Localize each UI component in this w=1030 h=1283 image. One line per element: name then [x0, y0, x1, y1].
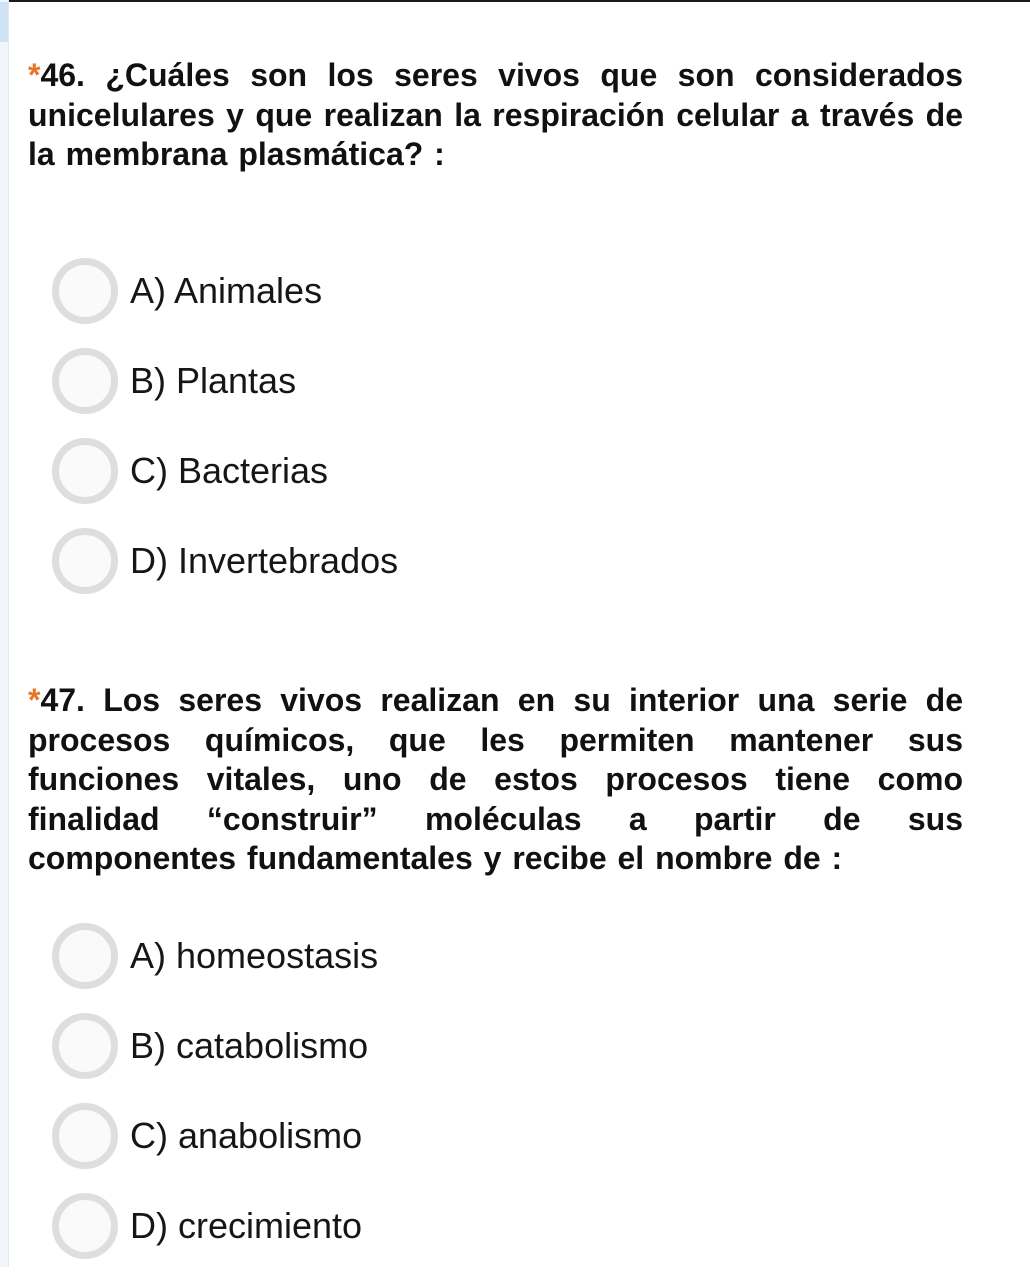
option-label: D) Invertebrados — [130, 540, 399, 581]
required-marker: * — [28, 57, 41, 93]
option-label: C) Bacterias — [130, 450, 329, 491]
radio-button[interactable] — [52, 258, 118, 324]
radio-button[interactable] — [52, 1103, 118, 1169]
question-text — [28, 681, 963, 879]
option-46-d[interactable] — [52, 528, 752, 594]
option-47-a[interactable] — [52, 923, 752, 989]
question-46 — [28, 56, 963, 175]
option-46-c[interactable] — [52, 438, 752, 504]
question-46-options — [52, 258, 752, 618]
option-label: D) crecimiento — [130, 1205, 363, 1246]
radio-button[interactable] — [52, 438, 118, 504]
question-47-options — [52, 923, 752, 1283]
option-47-d[interactable] — [52, 1193, 752, 1259]
required-marker: * — [28, 682, 41, 718]
radio-button[interactable] — [52, 1013, 118, 1079]
question-text — [28, 56, 963, 175]
question-47-text: 47. Los seres vivos realizan en su interior una serie de procesos químicos, que les permiten mantener sus funciones vitales, uno de estos procesos tiene como finalidad “construir” moléculas a partir de sus componentes fundamentales y recibe el nombre de : — [28, 682, 963, 876]
option-label: A) homeostasis — [130, 935, 379, 976]
question-46-text: 46. ¿Cuáles son los seres vivos que son considerados unicelulares y que realizan la respiración celular a través de la membrana plasmática? : — [28, 57, 963, 172]
option-47-b[interactable] — [52, 1013, 752, 1079]
radio-button[interactable] — [52, 348, 118, 414]
option-label: B) Plantas — [130, 360, 297, 401]
option-46-a[interactable] — [52, 258, 752, 324]
question-47 — [28, 681, 963, 879]
radio-button[interactable] — [52, 1193, 118, 1259]
option-label: A) Animales — [130, 270, 323, 311]
top-border — [0, 0, 1030, 2]
left-rail-accent — [0, 2, 8, 42]
left-rail — [0, 0, 9, 1267]
option-47-c[interactable] — [52, 1103, 752, 1169]
radio-button[interactable] — [52, 528, 118, 594]
option-46-b[interactable] — [52, 348, 752, 414]
option-label: B) catabolismo — [130, 1025, 369, 1066]
radio-button[interactable] — [52, 923, 118, 989]
option-label: C) anabolismo — [130, 1115, 363, 1156]
